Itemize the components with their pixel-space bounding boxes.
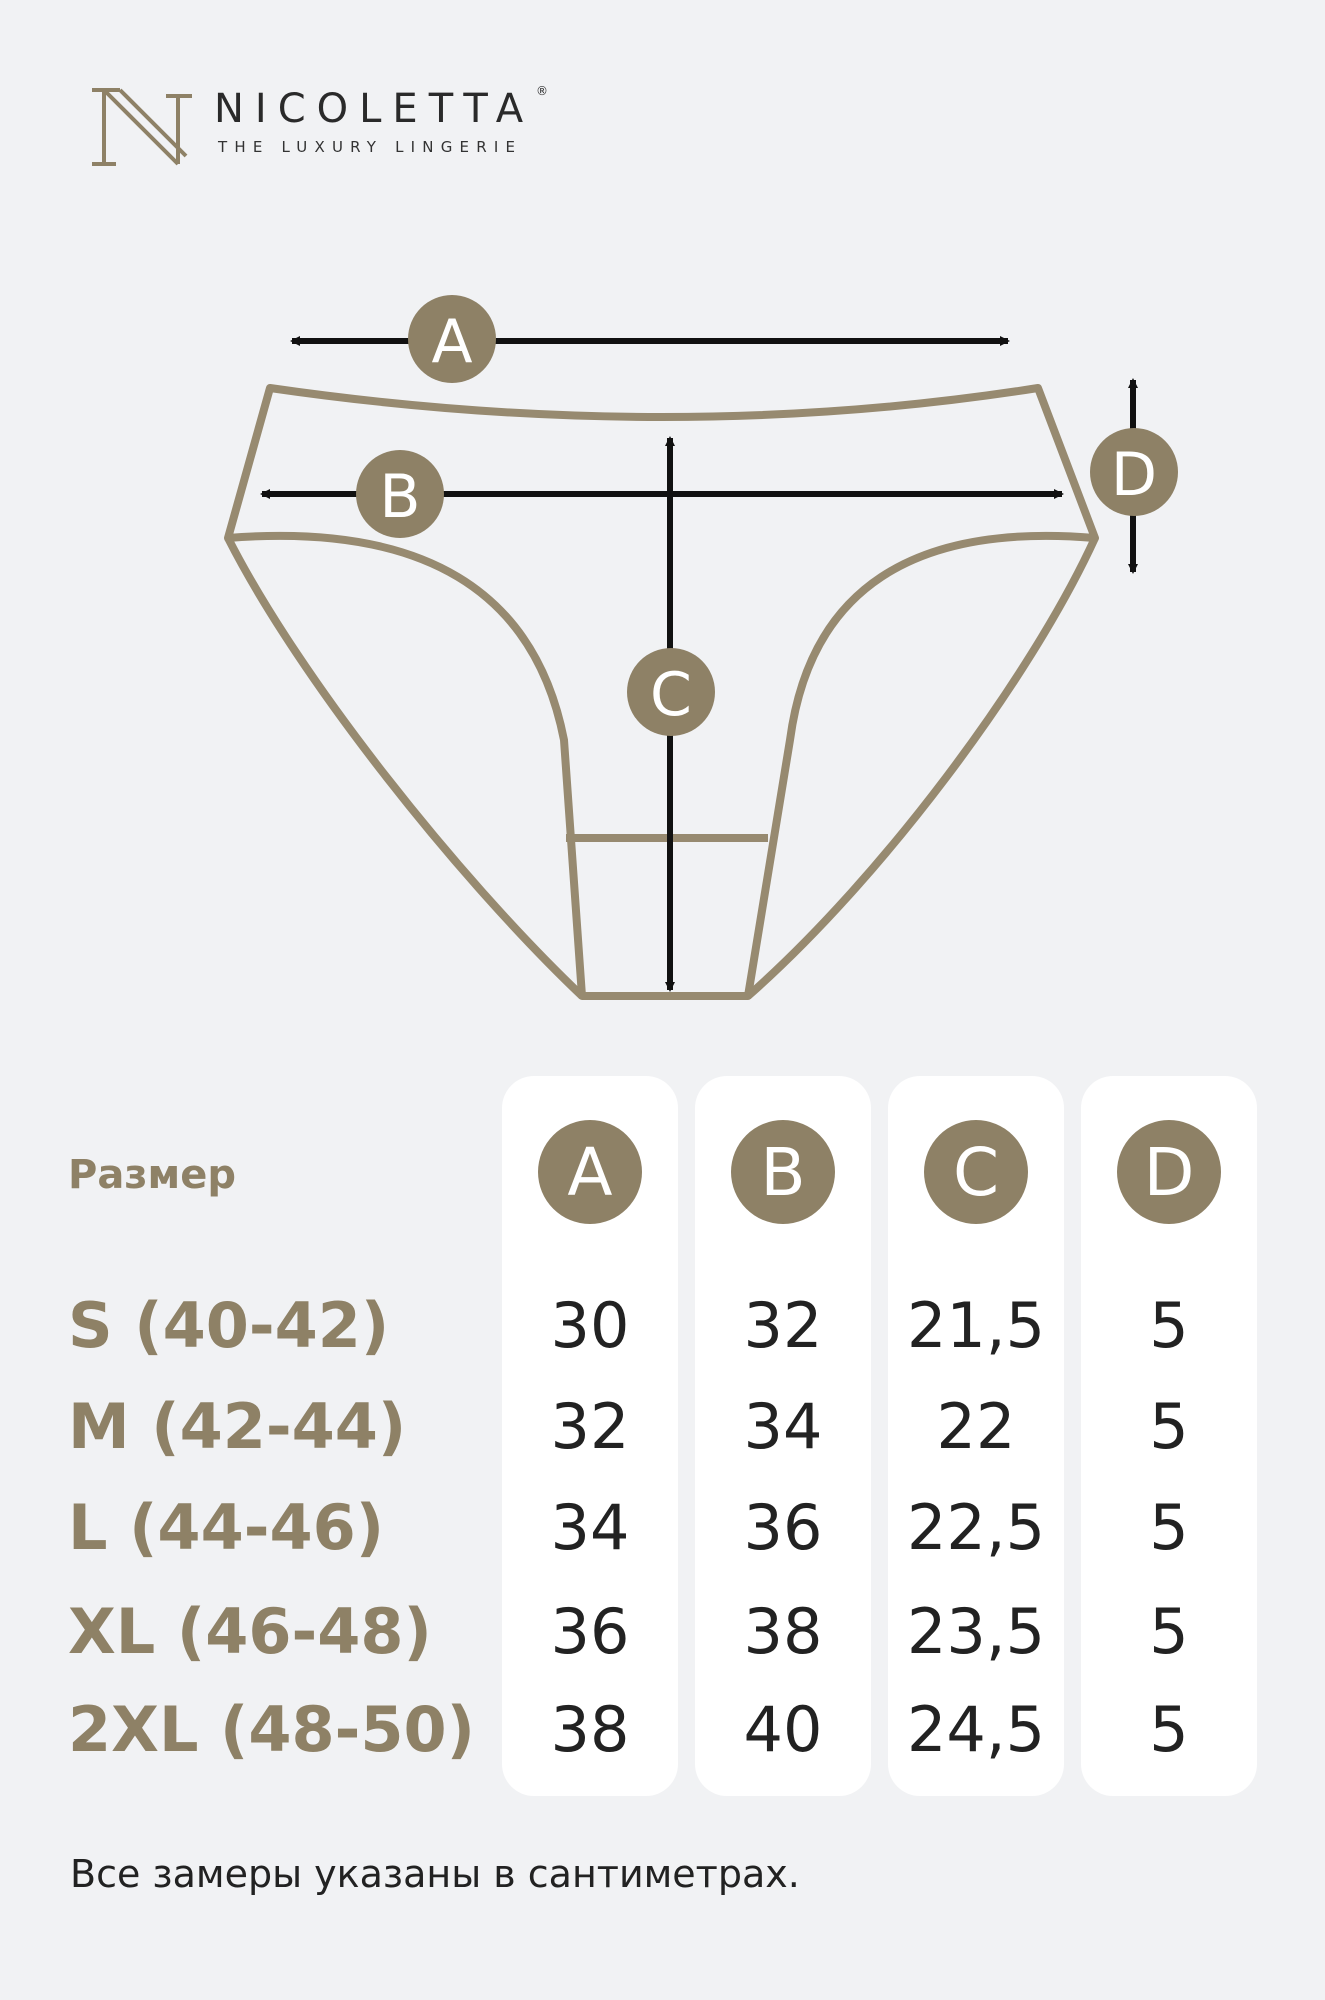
table-cell: 5 [1149,1595,1189,1668]
diagram-label-a [408,295,496,383]
column-badge-a: A [538,1120,642,1224]
table-cell: 5 [1149,1491,1189,1564]
table-cell: 40 [743,1693,823,1766]
table-cell: 24,5 [906,1693,1046,1766]
brand-registered-mark: ® [536,84,548,98]
table-cell: 21,5 [906,1289,1046,1362]
svg-text:A: A [431,307,473,377]
table-cell: 36 [743,1491,823,1564]
table-cell: 34 [743,1390,823,1463]
table-cell: 36 [550,1595,630,1668]
size-label: M (42-44) [68,1390,407,1463]
table-cell: 30 [550,1289,630,1362]
brand-name: NICOLETTA [214,86,535,132]
column-badge-c: C [924,1120,1028,1224]
diagram-label-b [356,450,444,538]
svg-text:D: D [1110,440,1158,510]
table-cell: 5 [1149,1289,1189,1362]
table-cell: 38 [550,1693,630,1766]
size-label: 2XL (48-50) [68,1693,475,1766]
diagram-label-c [627,648,715,736]
measurement-note: Все замеры указаны в сантиметрах. [70,1852,800,1896]
size-label: XL (46-48) [68,1595,432,1668]
size-label: L (44-46) [68,1491,385,1564]
table-cell: 34 [550,1491,630,1564]
column-badge-d: D [1117,1120,1221,1224]
column-badge-b: B [731,1120,835,1224]
table-cell: 5 [1149,1390,1189,1463]
brand-tagline: THE LUXURY LINGERIE [218,138,523,156]
svg-text:B: B [379,462,421,532]
table-cell: 38 [743,1595,823,1668]
table-cell: 22,5 [906,1491,1046,1564]
svg-text:C: C [650,660,692,730]
diagram-label-d [1090,428,1178,516]
size-label: S (40-42) [68,1289,390,1362]
table-cell: 23,5 [906,1595,1046,1668]
table-cell: 5 [1149,1693,1189,1766]
size-heading: Размер [68,1152,237,1198]
table-cell: 32 [550,1390,630,1463]
table-cell: 32 [743,1289,823,1362]
table-cell: 22 [936,1390,1016,1463]
